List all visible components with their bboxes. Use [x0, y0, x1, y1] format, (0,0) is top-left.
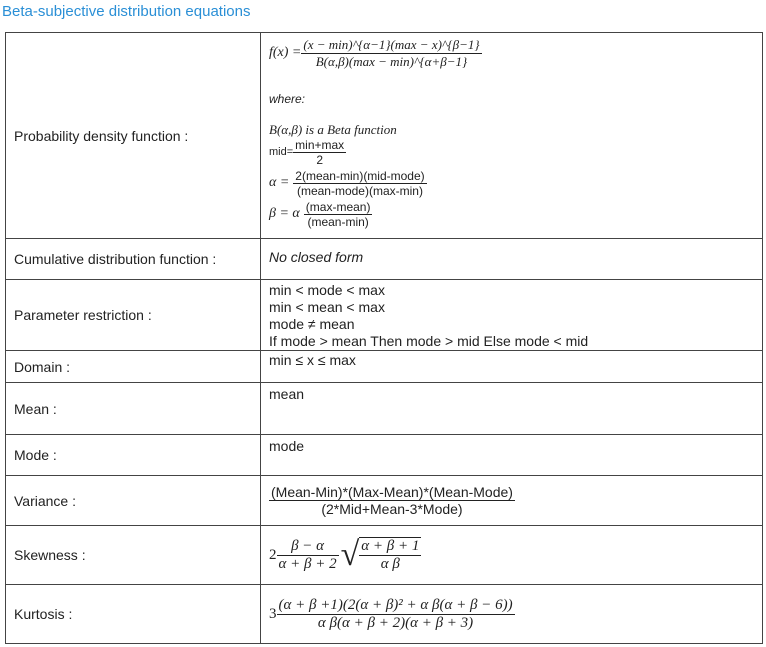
- param-label: Parameter restriction :: [6, 280, 261, 351]
- param-line-2: min < mean < max: [269, 299, 385, 315]
- mean-row: [6, 383, 763, 435]
- pdf-beta-denominator: (mean-min): [307, 214, 369, 229]
- param-line-4: If mode > mean Then mode > mid Else mode < mid: [269, 333, 589, 349]
- page-title: Beta-subjective distribution equations: [2, 3, 251, 20]
- kurtosis-numerator: (α + β +1)(2(α + β)² + α β(α + β − 6)): [278, 596, 513, 613]
- pdf-mid-numerator: min+max: [295, 137, 345, 152]
- pdf-beta-numerator: (max-mean): [305, 199, 371, 214]
- pdf-cell: [261, 33, 763, 239]
- variance-row: [6, 476, 763, 526]
- mean-label: Mean :: [6, 383, 261, 435]
- skewness-row: [6, 526, 763, 585]
- param-line-1: min < mode < max: [269, 282, 385, 298]
- cdf-label: Cumulative distribution function :: [6, 239, 261, 280]
- skewness-numerator: β − α: [277, 538, 339, 556]
- variance-numerator: (Mean-Min)*(Max-Mean)*(Mean-Mode): [271, 484, 513, 500]
- variance-denominator: (2*Mid+Mean-3*Mode): [321, 501, 463, 517]
- sqrt-icon: √: [340, 536, 360, 573]
- pdf-mid-lhs: mid=: [269, 146, 294, 158]
- pdf-label: Probability density function :: [6, 33, 261, 239]
- kurtosis-label: Kurtosis :: [6, 585, 261, 644]
- param-cell: [261, 280, 763, 351]
- variance-cell: [261, 476, 763, 526]
- mode-row: [6, 435, 763, 476]
- pdf-beta-function-note: B(α,β) is a Beta function: [269, 121, 397, 137]
- pdf-f-lhs: f(x) =: [269, 45, 302, 60]
- cdf-row: [6, 239, 763, 280]
- skewness-cell: [261, 526, 763, 585]
- skewness-root-denominator: α β: [380, 556, 400, 572]
- domain-label: Domain :: [6, 351, 261, 383]
- skewness-coef: 2: [269, 546, 277, 563]
- variance-label: Variance :: [6, 476, 261, 526]
- pdf-alpha-numerator: 2(mean-min)(mid-mode): [295, 168, 425, 183]
- cdf-value: No closed form: [261, 239, 763, 280]
- kurtosis-coef: 3: [269, 605, 277, 622]
- mode-label: Mode :: [6, 435, 261, 476]
- domain-row: [6, 351, 763, 383]
- pdf-row: [6, 33, 763, 239]
- pdf-where: where:: [269, 91, 306, 106]
- domain-value: min ≤ x ≤ max: [261, 351, 763, 383]
- mode-value: mode: [261, 435, 763, 476]
- kurtosis-row: [6, 585, 763, 644]
- pdf-f-denominator: B(α,β)(max − min)^{α+β−1}: [315, 53, 468, 69]
- pdf-beta-lhs: β = α: [269, 206, 300, 221]
- pdf-mid-denominator: 2: [316, 152, 323, 167]
- pdf-f-numerator: (x − min)^{α−1}(max − x)^{β−1}: [303, 36, 480, 52]
- pdf-alpha-lhs: α =: [269, 175, 290, 190]
- kurtosis-cell: [261, 585, 763, 644]
- skewness-label: Skewness :: [6, 526, 261, 585]
- mean-value: mean: [261, 383, 763, 435]
- equations-table: [5, 32, 763, 644]
- skewness-root-numerator: α + β + 1: [361, 538, 420, 554]
- pdf-alpha-denominator: (mean-mode)(max-min): [296, 183, 423, 198]
- param-line-3: mode ≠ mean: [269, 316, 355, 332]
- kurtosis-denominator: α β(α + β + 2)(α + β + 3): [317, 614, 474, 631]
- param-row: [6, 280, 763, 351]
- skewness-denominator: α + β + 2: [278, 555, 337, 572]
